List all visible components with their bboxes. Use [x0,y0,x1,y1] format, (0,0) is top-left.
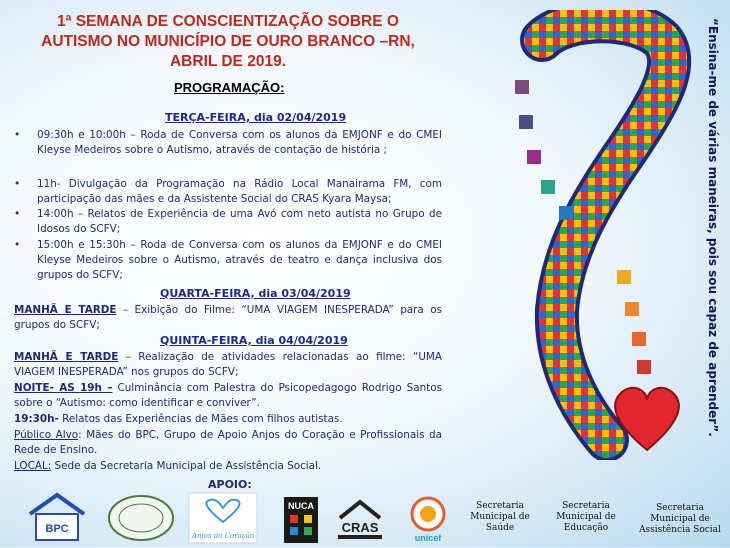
secretaria-line: Municipal de [650,514,710,524]
wednesday-description: – Exibição do Filme: “UMA VIAGEM INESPERADA” para os grupos do SCFV; [14,304,443,331]
secretaria-line: Municipal de [556,512,616,522]
tuesday-item-text: 11h- Divulgação da Programação na Rádio Local Manairama FM, com participação das mães e da Assistente Social do CRAS Kyara Maysa; [37,178,442,205]
municipal-seal-logo [106,492,176,544]
location [14,459,442,474]
secretaria-line: Secretaria [476,501,524,511]
location-text: Sede da Secretaria Municipal de Assistência Social. [51,460,322,472]
thursday-night-label: NOITE- AS 19h – [14,382,113,394]
nuca-logo [284,497,318,543]
anjos-logo-text: Anjos do Coração [191,532,255,540]
secretaria-saude [462,501,538,534]
title-line-2: AUTISMO NO MUNICÍPIO DE OURO BRANCO –RN, [41,33,415,50]
thursday-morning [14,350,442,380]
thursday-night-text: Culminância com Palestra do Psicopedagogo Rodrigo Santos sobre o “Autismo: como identificar e conviver”. [14,382,442,409]
thursday-night [14,381,442,411]
secretaria-line: Secretaria [562,501,610,511]
target-audience-text: : Mães do BPC, Grupo de Apoio Anjos do Coração e Profissionais da Rede de Ensino. [14,429,442,456]
cras-logo [334,494,386,544]
thursday-morning-label: MANHÃ E TARDE [14,351,119,363]
thursday-late-text: Relatos das Experiências de Mães com filhos autistas. [58,413,343,425]
poster-title [8,12,448,72]
wednesday-heading: QUARTA-FEIRA, dia 03/04/2019 [160,287,351,300]
target-audience-label: Público Alvo [14,429,79,441]
secretaria-line: Secretaria [656,503,704,513]
tuesday-heading: TERÇA-FEIRA, dia 02/04/2019 [165,111,347,124]
secretaria-assistencia-social [632,503,728,536]
tuesday-item [14,128,442,158]
cras-logo-text: CRAS [341,520,379,535]
secretaria-line: Assistência Social [639,525,721,535]
secretaria-line: Educação [563,523,609,533]
secretaria-educacao [546,501,626,534]
location-label: LOCAL: [14,460,52,472]
nuca-logo-text: NUCA [288,501,314,511]
tuesday-item [14,177,442,207]
tuesday-item-text: 09:30h e 10:00h – Roda de Conversa com os alunos da EMJONF e do CMEI Kleyse Medeiros sobre o Autismo, através de contação de história ; [37,129,442,156]
tuesday-item-text: 14:00h – Relatos de Experiência de uma Avó com neto autista no Grupo de Idosos do SCFV; [37,208,442,235]
tuesday-item [14,238,442,283]
tuesday-item-text: 15:00h e 15:30h – Roda de Conversa com os alunos da EMJONF e do CMEI Kleyse Medeiros sobre o Autismo, através de teatro e dança inclusiva dos grupos do SCFV; [37,239,442,281]
programacao-heading: PROGRAMAÇÃO: [174,80,285,95]
title-line-1: 1ª SEMANA DE CONSCIENTIZAÇÃO SOBRE O [57,13,399,30]
wednesday-label: MANHÃ E TARDE [14,304,117,316]
bullet-icon: • [14,129,21,141]
tuesday-item [14,207,442,237]
bpc-logo-text: BPC [45,523,69,535]
apoio-heading: APOIO: [208,478,252,491]
thursday-late [14,412,442,427]
thursday-morning-text: – Realização de atividades relacionadas ao filme: “UMA VIAGEM INESPERADA” nos grupos do SCFV; [14,351,442,378]
thursday-late-label: 19:30h- [14,413,59,425]
awareness-ribbon-panel [497,10,727,460]
title-line-3: ABRIL DE 2019. [169,53,286,70]
bullet-icon: • [14,178,21,190]
anjos-do-coracao-logo [188,492,258,544]
wednesday-text [14,303,442,333]
thursday-heading: QUINTA-FEIRA, dia 04/04/2019 [160,334,348,347]
secretaria-line: Municipal de [470,512,530,522]
quote-text: “Ensina-me de várias maneiras, pois sou capaz de aprender”. [706,18,720,437]
secretaria-line: Saúde [485,523,515,533]
bullet-icon: • [14,208,21,220]
unicef-logo-text: unicef [414,533,442,543]
bullet-icon: • [14,239,21,251]
unicef-logo [404,494,452,544]
target-audience [14,428,442,458]
bpc-logo [26,492,88,544]
